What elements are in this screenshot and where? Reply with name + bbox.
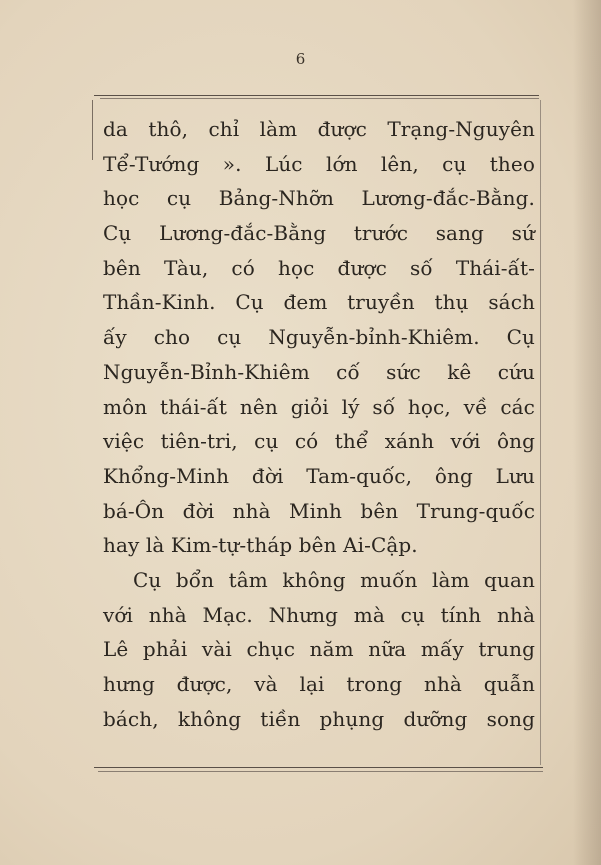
text-line: Thần-Kinh. Cụ đem truyền thụ sách: [103, 290, 535, 315]
top-rule-thin: [100, 98, 539, 99]
text-line: với nhà Mạc. Nhưng mà cụ tính nhà: [103, 602, 535, 627]
text-line: Nguyễn-Bỉnh-Khiêm cố sức kê cứu: [103, 359, 535, 384]
left-frame-line: [92, 100, 93, 160]
text-line: Tể-Tướng ». Lúc lớn lên, cụ theo: [103, 151, 535, 176]
page-number: 6: [295, 50, 306, 68]
text-line: Lê phải vài chục năm nữa mấy trung: [103, 637, 535, 662]
body-text: [103, 112, 535, 736]
page-spine-shadow: [573, 0, 601, 865]
text-line: bên Tàu, có học được số Thái-ất-: [103, 255, 535, 280]
top-rule: [94, 95, 539, 96]
text-line: hưng được, và lại trong nhà quẫn: [103, 672, 535, 696]
right-frame-line: [540, 100, 541, 765]
text-line: bá-Ôn đời nhà Minh bên Trung-quốc: [103, 498, 535, 523]
text-line: Cụ bổn tâm không muốn làm quan: [133, 567, 535, 592]
text-line: học cụ Bảng-Nhỡn Lương-đắc-Bằng.: [103, 186, 535, 211]
text-line: da thô, chỉ làm được Trạng-Nguyên: [103, 117, 535, 141]
text-line: việc tiên-tri, cụ có thể xánh với ông: [103, 429, 535, 454]
text-line: ấy cho cụ Nguyễn-bỉnh-Khiêm. Cụ: [103, 325, 535, 350]
bottom-rule-thin: [98, 771, 543, 772]
text-line: Khổng-Minh đời Tam-quốc, ông Lưu: [103, 463, 535, 488]
text-line: hay là Kim-tự-tháp bên Ai-Cập.: [103, 533, 418, 558]
bottom-rule: [94, 767, 543, 768]
text-line: bách, không tiền phụng dưỡng song: [103, 706, 535, 731]
text-line: Cụ Lương-đắc-Bằng trước sang sứ: [103, 221, 535, 246]
text-line: môn thái-ất nên giỏi lý số học, về các: [103, 394, 535, 419]
